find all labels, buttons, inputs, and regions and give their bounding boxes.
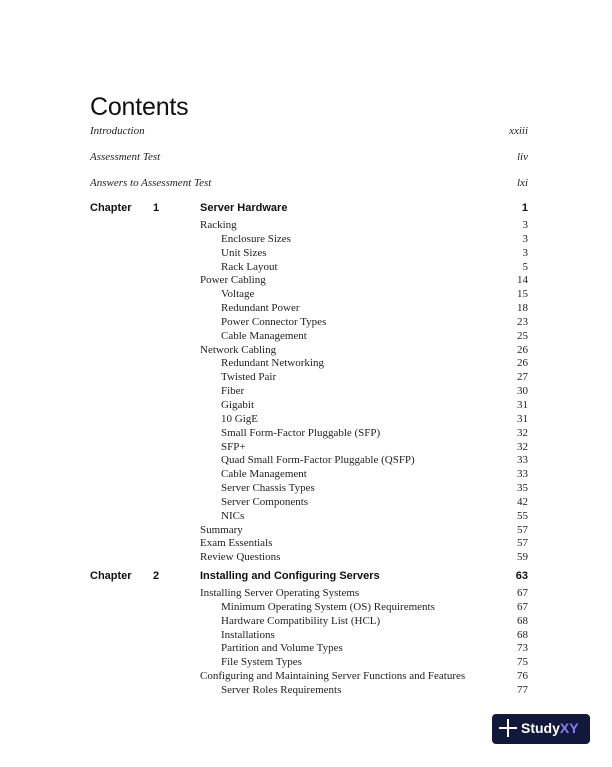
toc-entry-title: Racking [200, 219, 237, 231]
toc-entry-title: SFP+ [221, 440, 246, 453]
toc-entry-page: 33 [517, 454, 528, 467]
toc-entry-title: Hardware Compatibility List (HCL) [221, 614, 381, 627]
toc-entry[interactable] [200, 524, 528, 538]
toc-entry[interactable] [200, 441, 528, 455]
toc-entry[interactable] [200, 601, 528, 615]
chapter-page: 1 [521, 202, 528, 214]
toc-entry-page: lxi [517, 177, 528, 189]
toc-front-matter-assessment-test[interactable] [90, 151, 528, 165]
chapter-title: Server Hardware [200, 202, 288, 214]
toc-entry-title: Assessment Test [90, 151, 161, 163]
toc-entry-page: 33 [517, 468, 528, 481]
toc-entry-page: 25 [517, 329, 528, 342]
toc-entry-title: Answers to Assessment Test [90, 177, 212, 189]
toc-entry-page: 68 [517, 614, 528, 627]
toc-entry-page: 55 [517, 509, 528, 522]
toc-entry-title: Voltage [221, 288, 255, 301]
toc-entry-page: 57 [517, 537, 528, 550]
toc-entry[interactable] [200, 357, 528, 371]
toc-entry-page: 32 [517, 440, 528, 453]
toc-entry-page: 67 [517, 600, 528, 613]
chapter-2-heading[interactable] [90, 570, 528, 584]
toc-entry[interactable] [200, 247, 528, 261]
chapter-title: Installing and Configuring Servers [200, 570, 380, 582]
toc-entry[interactable] [200, 385, 528, 399]
toc-entry[interactable] [200, 468, 528, 482]
chapter-number: 1 [153, 202, 160, 214]
chapter-1-heading[interactable] [90, 202, 528, 216]
toc-entry-page: 73 [517, 642, 528, 655]
toc-entry-page: 15 [517, 288, 528, 301]
toc-entry[interactable] [200, 454, 528, 468]
toc-entry-title: Network Cabling [200, 343, 277, 356]
toc-entry-title: Server Components [221, 495, 309, 508]
toc-entry-title: Cable Management [221, 329, 307, 342]
toc-entry-title: Fiber [221, 385, 245, 398]
toc-entry-title: Twisted Pair [221, 371, 277, 384]
toc-entry-title: Summary [200, 523, 243, 536]
toc-entry-title: Cable Management [221, 468, 307, 481]
toc-entry-title: Server Chassis Types [221, 482, 315, 495]
toc-entry-page: 14 [517, 274, 528, 287]
toc-entry-title: Rack Layout [221, 260, 278, 273]
toc-entry-title: Server Roles Requirements [221, 683, 342, 696]
toc-entry-page: 42 [517, 495, 528, 508]
toc-front-matter-introduction[interactable] [90, 125, 528, 139]
toc-entry[interactable] [200, 482, 528, 496]
toc-entry-title: 10 GigE [221, 412, 258, 425]
chapter-page: 63 [515, 570, 528, 582]
toc-entry-page: liv [517, 151, 528, 163]
toc-entry-title: Exam Essentials [200, 537, 273, 550]
toc-entry-title: Redundant Power [221, 302, 300, 315]
toc-entry[interactable] [200, 261, 528, 275]
toc-entry[interactable] [200, 551, 528, 565]
toc-entry-title: Introduction [90, 125, 145, 137]
chapter-number: 2 [153, 570, 160, 582]
toc-entry-title: Quad Small Form-Factor Pluggable (QSFP) [221, 454, 415, 467]
chapter-label: Chapter [90, 202, 132, 214]
toc-front-matter-answers[interactable] [90, 177, 528, 191]
toc-entry-page: 3 [522, 232, 528, 245]
toc-entry[interactable] [200, 302, 528, 316]
toc-entry-title: Power Cabling [200, 274, 266, 287]
toc-entry-page: 31 [517, 398, 528, 411]
toc-entry[interactable] [200, 316, 528, 330]
toc-entry-page: 35 [517, 482, 528, 495]
page-title: Contents [90, 92, 189, 121]
toc-entry[interactable] [200, 219, 528, 233]
toc-entry[interactable] [200, 537, 528, 551]
toc-entry-page: 75 [517, 656, 528, 669]
toc-entry-page: 23 [517, 315, 528, 328]
toc-entry[interactable] [200, 288, 528, 302]
toc-entry[interactable] [200, 233, 528, 247]
toc-entry-title: File System Types [221, 656, 302, 669]
toc-entry-title: Partition and Volume Types [221, 642, 343, 655]
toc-entry-title: Installations [221, 628, 275, 641]
toc-entry-page: 30 [517, 385, 528, 398]
brand-main: Study [521, 720, 560, 736]
toc-entry[interactable] [200, 656, 528, 670]
toc-entry-title: Enclosure Sizes [221, 232, 291, 245]
toc-entry-page: 18 [517, 302, 528, 315]
toc-entry-title: Small Form-Factor Pluggable (SFP) [221, 426, 381, 439]
toc-entry-page: 27 [517, 371, 528, 384]
toc-entry-page: xxiii [509, 125, 528, 137]
toc-entry[interactable] [200, 642, 528, 656]
toc-entry[interactable] [200, 330, 528, 344]
chapter-2-entries [200, 587, 528, 698]
toc-entry[interactable] [200, 684, 528, 698]
toc-entry-title: Installing Server Operating Systems [200, 587, 360, 599]
studyxy-badge[interactable] [492, 714, 590, 744]
toc-entry-page: 26 [517, 357, 528, 370]
toc-entry[interactable] [200, 413, 528, 427]
toc-entry[interactable] [200, 344, 528, 358]
toc-entry-page: 3 [522, 219, 528, 231]
toc-entry-title: Unit Sizes [221, 246, 267, 259]
toc-entry-page: 76 [517, 670, 528, 683]
toc-entry-page: 5 [522, 260, 528, 273]
toc-entry-page: 59 [517, 551, 528, 564]
toc-entry[interactable] [200, 510, 528, 524]
toc-entry[interactable] [200, 427, 528, 441]
toc-entry[interactable] [200, 587, 528, 601]
toc-entry-page: 3 [522, 246, 528, 259]
toc-entry[interactable] [200, 615, 528, 629]
toc-entry-title: Review Questions [200, 551, 281, 564]
toc-entry-page: 67 [517, 587, 528, 599]
toc-entry-page: 57 [517, 523, 528, 536]
toc-entry-title: Power Connector Types [221, 315, 327, 328]
toc-entry[interactable] [200, 274, 528, 288]
toc-entry-page: 31 [517, 412, 528, 425]
toc-entry-page: 32 [517, 426, 528, 439]
toc-entry[interactable] [200, 399, 528, 413]
toc-entry-page: 68 [517, 628, 528, 641]
brand-accent: XY [559, 720, 579, 736]
toc-entry[interactable] [200, 670, 528, 684]
toc-entry-title: Configuring and Maintaining Server Functions and Features [200, 670, 466, 683]
brand-name [521, 720, 579, 736]
toc-entry-title: Redundant Networking [221, 357, 324, 370]
toc-entry[interactable] [200, 629, 528, 643]
toc-entry-page: 26 [517, 343, 528, 356]
toc-entry[interactable] [200, 371, 528, 385]
toc-entry-title: NICs [221, 509, 245, 522]
plus-icon [499, 719, 517, 737]
toc-entry-title: Gigabit [221, 398, 254, 411]
chapter-label: Chapter [90, 570, 132, 582]
toc-entry[interactable] [200, 496, 528, 510]
chapter-1-entries [200, 219, 528, 565]
toc-entry-page: 77 [517, 683, 528, 696]
toc-entry-title: Minimum Operating System (OS) Requirements [221, 600, 435, 613]
